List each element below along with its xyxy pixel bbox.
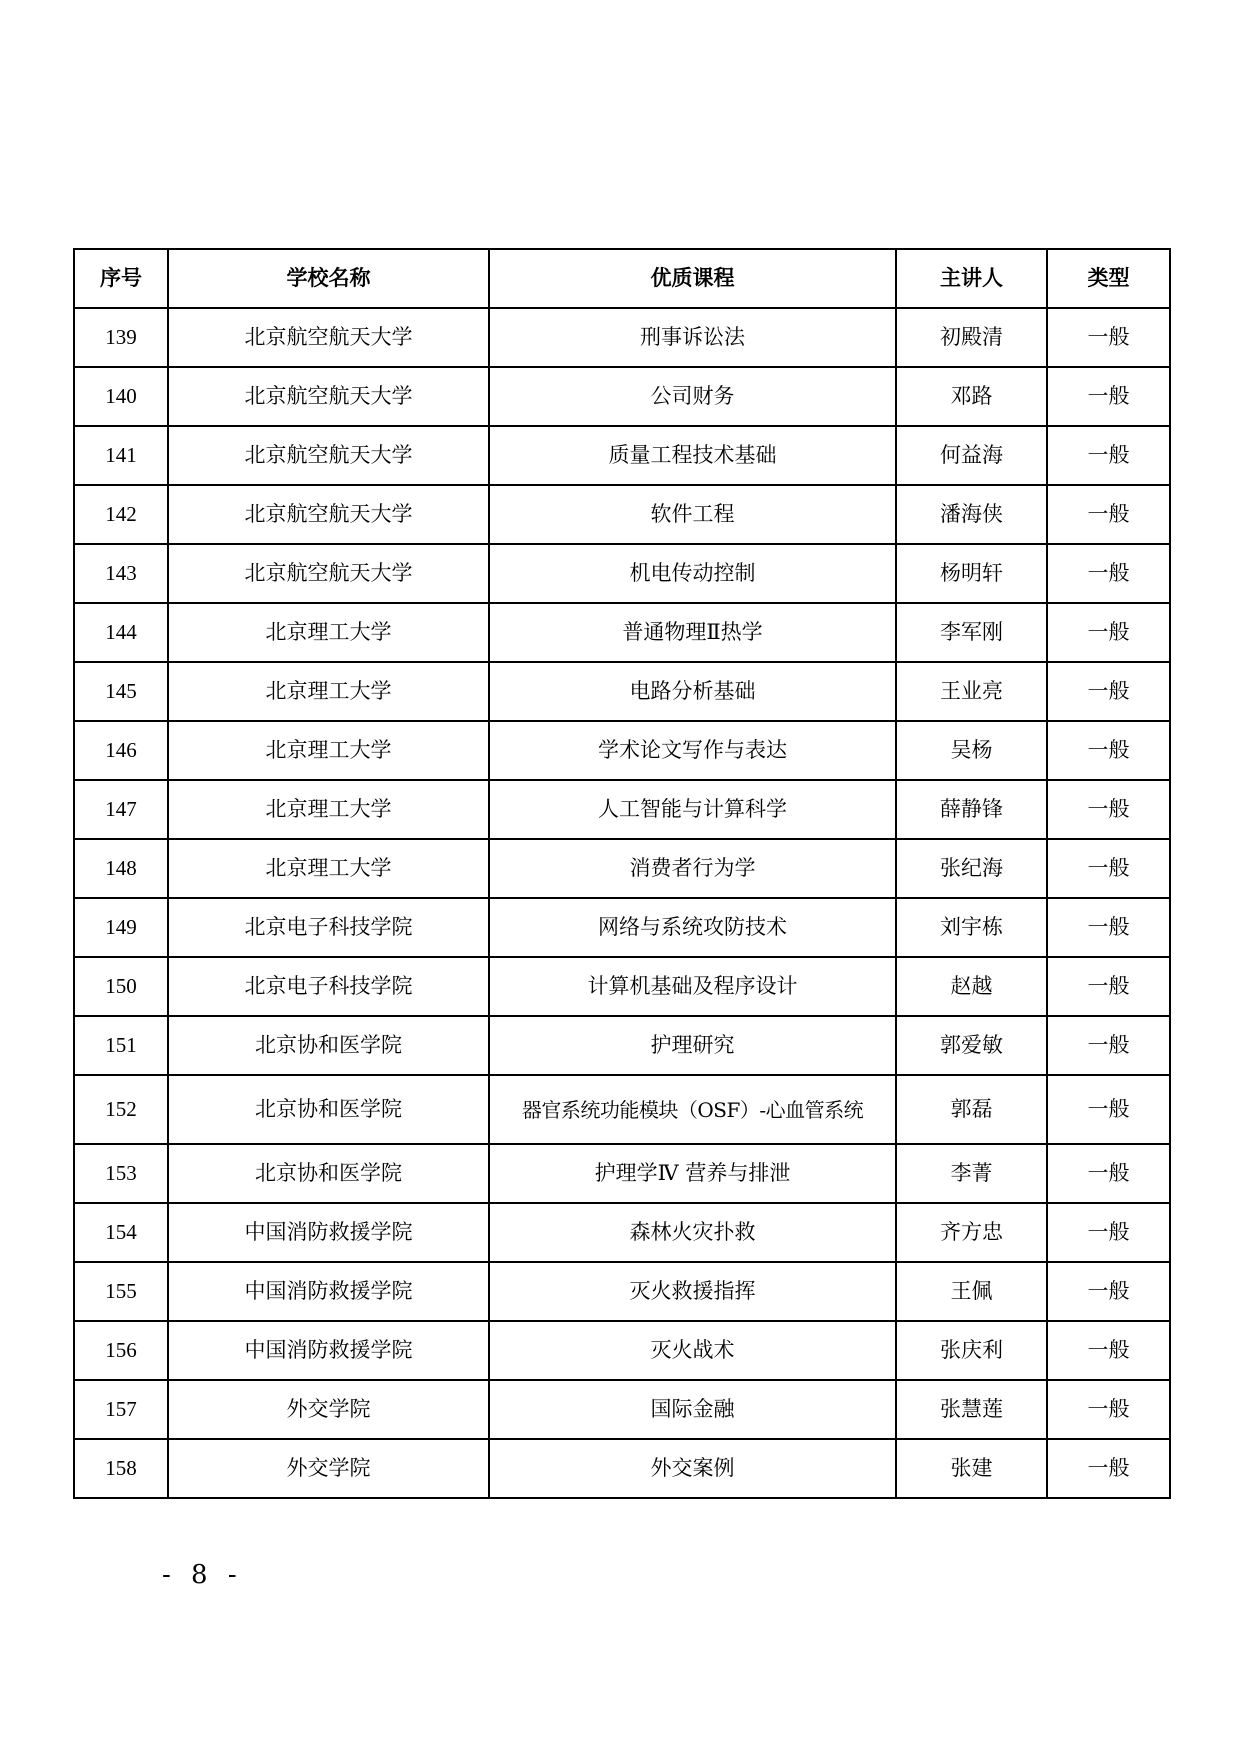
cell-type: 一般 xyxy=(1047,1439,1170,1498)
cell-school: 北京电子科技学院 xyxy=(168,957,489,1016)
table-row xyxy=(74,1439,1170,1498)
table-row xyxy=(74,308,1170,367)
cell-lecturer: 吴杨 xyxy=(896,721,1047,780)
cell-number: 144 xyxy=(74,603,168,662)
table-row xyxy=(74,898,1170,957)
cell-school: 北京航空航天大学 xyxy=(168,426,489,485)
cell-type: 一般 xyxy=(1047,839,1170,898)
cell-type: 一般 xyxy=(1047,603,1170,662)
header-lecturer: 主讲人 xyxy=(896,249,1047,308)
table-row xyxy=(74,1075,1170,1144)
cell-type: 一般 xyxy=(1047,1262,1170,1321)
table-row xyxy=(74,839,1170,898)
table-row xyxy=(74,780,1170,839)
cell-school: 外交学院 xyxy=(168,1439,489,1498)
cell-lecturer: 潘海侠 xyxy=(896,485,1047,544)
cell-number: 150 xyxy=(74,957,168,1016)
cell-lecturer: 邓路 xyxy=(896,367,1047,426)
cell-type: 一般 xyxy=(1047,367,1170,426)
course-table xyxy=(73,248,1171,1499)
cell-number: 139 xyxy=(74,308,168,367)
cell-school: 北京协和医学院 xyxy=(168,1075,489,1144)
cell-school: 外交学院 xyxy=(168,1380,489,1439)
cell-type: 一般 xyxy=(1047,780,1170,839)
cell-course: 外交案例 xyxy=(489,1439,896,1498)
cell-lecturer: 赵越 xyxy=(896,957,1047,1016)
table-row xyxy=(74,485,1170,544)
cell-school: 北京理工大学 xyxy=(168,839,489,898)
cell-number: 147 xyxy=(74,780,168,839)
cell-lecturer: 王业亮 xyxy=(896,662,1047,721)
cell-school: 北京航空航天大学 xyxy=(168,308,489,367)
table-row xyxy=(74,1321,1170,1380)
header-school: 学校名称 xyxy=(168,249,489,308)
cell-type: 一般 xyxy=(1047,485,1170,544)
cell-type: 一般 xyxy=(1047,426,1170,485)
cell-lecturer: 薛静锋 xyxy=(896,780,1047,839)
header-course: 优质课程 xyxy=(489,249,896,308)
cell-school: 北京航空航天大学 xyxy=(168,367,489,426)
cell-school: 北京理工大学 xyxy=(168,662,489,721)
table-row xyxy=(74,1144,1170,1203)
cell-number: 146 xyxy=(74,721,168,780)
cell-school: 中国消防救援学院 xyxy=(168,1262,489,1321)
cell-school: 北京协和医学院 xyxy=(168,1144,489,1203)
cell-school: 中国消防救援学院 xyxy=(168,1203,489,1262)
cell-lecturer: 李菁 xyxy=(896,1144,1047,1203)
cell-lecturer: 郭磊 xyxy=(896,1075,1047,1144)
cell-school: 北京航空航天大学 xyxy=(168,485,489,544)
cell-number: 157 xyxy=(74,1380,168,1439)
table-row xyxy=(74,1380,1170,1439)
cell-lecturer: 刘宇栋 xyxy=(896,898,1047,957)
cell-number: 151 xyxy=(74,1016,168,1075)
table-row xyxy=(74,544,1170,603)
cell-type: 一般 xyxy=(1047,957,1170,1016)
cell-number: 156 xyxy=(74,1321,168,1380)
cell-course: 国际金融 xyxy=(489,1380,896,1439)
cell-course: 电路分析基础 xyxy=(489,662,896,721)
cell-school: 北京理工大学 xyxy=(168,603,489,662)
table-row xyxy=(74,426,1170,485)
cell-course: 公司财务 xyxy=(489,367,896,426)
cell-course: 人工智能与计算科学 xyxy=(489,780,896,839)
cell-number: 152 xyxy=(74,1075,168,1144)
cell-lecturer: 初殿清 xyxy=(896,308,1047,367)
cell-course: 计算机基础及程序设计 xyxy=(489,957,896,1016)
cell-course: 器官系统功能模块（OSF）-心血管系统 xyxy=(489,1075,896,1144)
cell-number: 153 xyxy=(74,1144,168,1203)
header-type: 类型 xyxy=(1047,249,1170,308)
cell-school: 北京理工大学 xyxy=(168,780,489,839)
cell-type: 一般 xyxy=(1047,1016,1170,1075)
cell-type: 一般 xyxy=(1047,662,1170,721)
table-body xyxy=(74,308,1170,1498)
cell-number: 158 xyxy=(74,1439,168,1498)
cell-course: 消费者行为学 xyxy=(489,839,896,898)
cell-course: 普通物理Ⅱ热学 xyxy=(489,603,896,662)
page-number: - 8 - xyxy=(162,1560,243,1590)
cell-type: 一般 xyxy=(1047,898,1170,957)
cell-school: 北京理工大学 xyxy=(168,721,489,780)
cell-lecturer: 杨明轩 xyxy=(896,544,1047,603)
cell-type: 一般 xyxy=(1047,1203,1170,1262)
cell-type: 一般 xyxy=(1047,1380,1170,1439)
table-row xyxy=(74,721,1170,780)
cell-lecturer: 张建 xyxy=(896,1439,1047,1498)
table-row xyxy=(74,1262,1170,1321)
cell-course: 森林火灾扑救 xyxy=(489,1203,896,1262)
table-row xyxy=(74,603,1170,662)
cell-school: 北京协和医学院 xyxy=(168,1016,489,1075)
table-row xyxy=(74,1203,1170,1262)
cell-course: 学术论文写作与表达 xyxy=(489,721,896,780)
cell-course: 刑事诉讼法 xyxy=(489,308,896,367)
cell-course: 灭火战术 xyxy=(489,1321,896,1380)
cell-number: 154 xyxy=(74,1203,168,1262)
cell-school: 北京航空航天大学 xyxy=(168,544,489,603)
cell-course: 软件工程 xyxy=(489,485,896,544)
cell-course: 灭火救援指挥 xyxy=(489,1262,896,1321)
cell-type: 一般 xyxy=(1047,1075,1170,1144)
cell-number: 155 xyxy=(74,1262,168,1321)
cell-course: 护理学Ⅳ 营养与排泄 xyxy=(489,1144,896,1203)
cell-school: 北京电子科技学院 xyxy=(168,898,489,957)
cell-lecturer: 张庆利 xyxy=(896,1321,1047,1380)
cell-type: 一般 xyxy=(1047,1321,1170,1380)
header-number: 序号 xyxy=(74,249,168,308)
cell-course: 机电传动控制 xyxy=(489,544,896,603)
cell-number: 142 xyxy=(74,485,168,544)
header-row xyxy=(74,249,1170,308)
cell-number: 148 xyxy=(74,839,168,898)
cell-lecturer: 张慧莲 xyxy=(896,1380,1047,1439)
table-row xyxy=(74,1016,1170,1075)
cell-school: 中国消防救援学院 xyxy=(168,1321,489,1380)
cell-number: 141 xyxy=(74,426,168,485)
cell-number: 140 xyxy=(74,367,168,426)
cell-type: 一般 xyxy=(1047,721,1170,780)
cell-course: 网络与系统攻防技术 xyxy=(489,898,896,957)
cell-number: 143 xyxy=(74,544,168,603)
cell-lecturer: 齐方忠 xyxy=(896,1203,1047,1262)
cell-lecturer: 王佩 xyxy=(896,1262,1047,1321)
cell-lecturer: 张纪海 xyxy=(896,839,1047,898)
table-row xyxy=(74,367,1170,426)
cell-course: 护理研究 xyxy=(489,1016,896,1075)
cell-lecturer: 郭爱敏 xyxy=(896,1016,1047,1075)
cell-type: 一般 xyxy=(1047,544,1170,603)
cell-course: 质量工程技术基础 xyxy=(489,426,896,485)
cell-lecturer: 何益海 xyxy=(896,426,1047,485)
cell-number: 149 xyxy=(74,898,168,957)
cell-type: 一般 xyxy=(1047,1144,1170,1203)
table-row xyxy=(74,957,1170,1016)
table-header xyxy=(74,249,1170,308)
cell-number: 145 xyxy=(74,662,168,721)
cell-type: 一般 xyxy=(1047,308,1170,367)
cell-lecturer: 李军刚 xyxy=(896,603,1047,662)
table-row xyxy=(74,662,1170,721)
